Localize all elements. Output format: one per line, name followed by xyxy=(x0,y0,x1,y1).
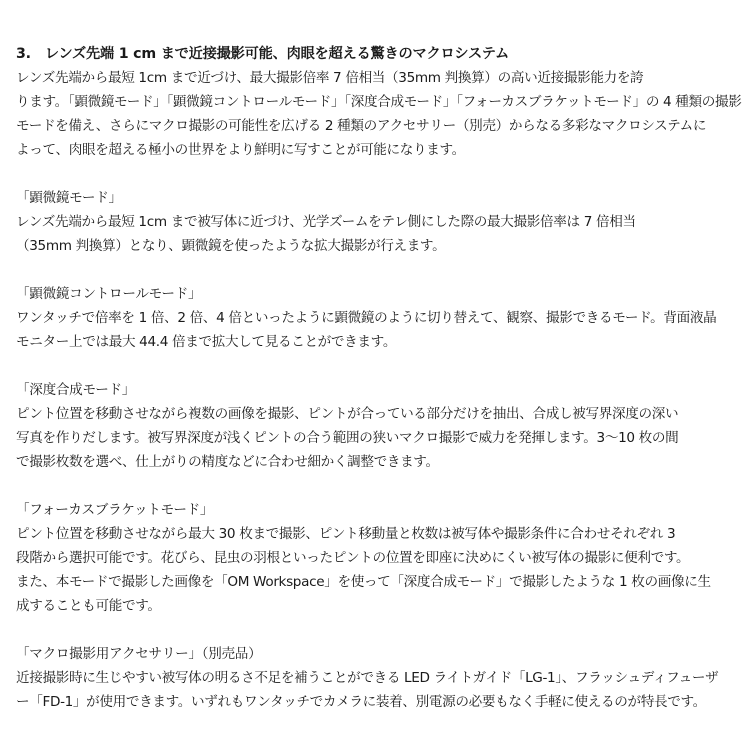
paragraph-gap xyxy=(16,474,742,498)
paragraph-gap xyxy=(16,258,742,282)
body-line: レンズ先端から最短 1cm まで被写体に近づけ、光学ズームをテレ側にした際の最大撮影倍率は 7 倍相当 xyxy=(16,214,636,230)
body-line: 近接撮影時に生じやすい被写体の明るさ不足を補うことができる LED ライトガイド「LG-1」、フラッシュディフューザ xyxy=(16,670,719,686)
body-line: 成することも可能です。 xyxy=(16,598,161,614)
intro-line: レンズ先端から最短 1cm まで近づけ、最大撮影倍率 7 倍相当（35mm 判換算）の高い近接撮影能力を誇 xyxy=(16,70,644,86)
body-line: モニター上では最大 44.4 倍まで拡大して見ることができます。 xyxy=(16,334,397,350)
subsection-heading: 「フォーカスブラケットモード」 xyxy=(16,502,214,518)
intro-line: ります。「顕微鏡モード」「顕微鏡コントロールモード」「深度合成モード」「フォーカスブラケットモード」の 4 種類の撮影 xyxy=(16,94,742,110)
body-line: ピント位置を移動させながら複数の画像を撮影、ピントが合っている部分だけを抽出、合成し被写界深度の深い xyxy=(16,406,679,422)
subsection-heading: 「マクロ撮影用アクセサリー」（別売品） xyxy=(16,646,262,662)
section-microscope-mode xyxy=(16,186,742,258)
intro-line: よって、肉眼を超える極小の世界をより鮮明に写すことが可能になります。 xyxy=(16,142,465,158)
body-line: 段階から選択可能です。花びら、昆虫の羽根といったピントの位置を即座に決めにくい被写体の撮影に便利です。 xyxy=(16,550,690,566)
document-page xyxy=(16,42,742,714)
section-focus-bracket-mode xyxy=(16,498,742,618)
subsection-heading: 「深度合成モード」 xyxy=(16,382,136,398)
intro-line: モードを備え、さらにマクロ撮影の可能性を広げる 2 種類のアクセサリー（別売）からなる多彩なマクロシステムに xyxy=(16,118,707,134)
body-line: 写真を作りだします。被写界深度が浅くピントの合う範囲の狭いマクロ撮影で威力を発揮します。3〜10 枚の間 xyxy=(16,430,679,446)
body-line: ピント位置を移動させながら最大 30 枚まで撮影、ピント移動量と枚数は被写体や撮影条件に合わせそれぞれ 3 xyxy=(16,526,676,542)
body-line: ワンタッチで倍率を 1 倍、2 倍、4 倍といったように顕微鏡のように切り替えて、観察、撮影できるモード。背面液晶 xyxy=(16,310,717,326)
paragraph-gap xyxy=(16,162,742,186)
paragraph-gap xyxy=(16,618,742,642)
body-line: また、本モードで撮影した画像を「OM Workspace」を使って「深度合成モード」で撮影したような 1 枚の画像に生 xyxy=(16,574,711,590)
subsection-heading: 「顕微鏡モード」 xyxy=(16,190,122,206)
section-focus-stacking-mode xyxy=(16,378,742,474)
section-macro-accessories xyxy=(16,642,742,714)
body-line: で撮影枚数を選べ、仕上がりの精度などに合わせ細かく調整できます。 xyxy=(16,454,439,470)
body-line: （35mm 判換算）となり、顕微鏡を使ったような拡大撮影が行えます。 xyxy=(16,238,446,254)
section-microscope-control-mode xyxy=(16,282,742,354)
intro-paragraph xyxy=(16,66,742,162)
subsection-heading: 「顕微鏡コントロールモード」 xyxy=(16,286,202,302)
paragraph-gap xyxy=(16,354,742,378)
body-line: ー「FD-1」が使用できます。いずれもワンタッチでカメラに装着、別電源の必要もなく手軽に使えるのが特長です。 xyxy=(16,694,706,710)
section-title: 3. レンズ先端 1 cm まで近接撮影可能、肉眼を超える驚きのマクロシステム xyxy=(16,46,509,62)
